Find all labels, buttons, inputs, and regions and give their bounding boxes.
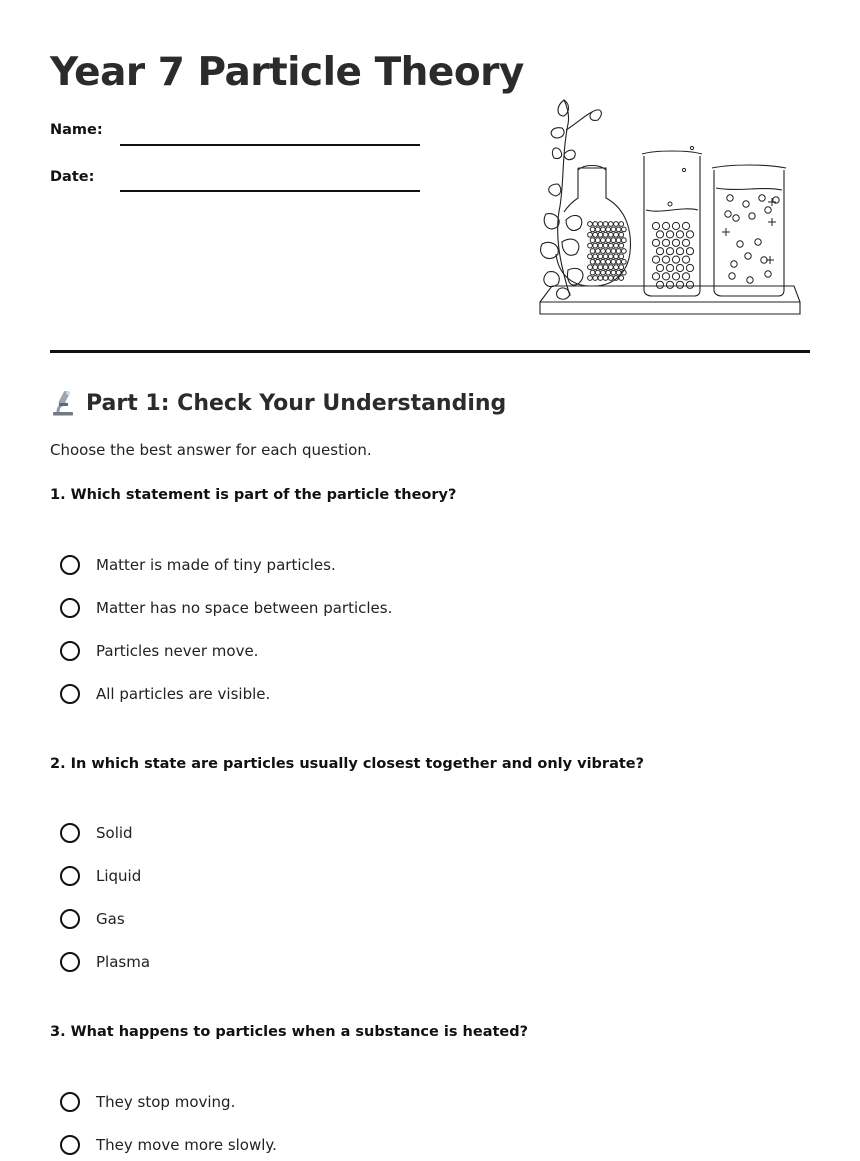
option-label: Matter is made of tiny particles.: [96, 556, 336, 574]
question-1-option-c[interactable]: [60, 638, 258, 664]
question-3: 3. What happens to particles when a substance is heated?: [50, 1024, 529, 1040]
radio-button[interactable]: [60, 555, 80, 575]
question-2-option-d[interactable]: [60, 949, 150, 975]
name-label: Name:: [50, 122, 103, 138]
radio-button[interactable]: [60, 1092, 80, 1112]
microscope-icon: [50, 389, 76, 417]
date-label: Date:: [50, 169, 95, 185]
option-label: Solid: [96, 824, 133, 842]
question-2-option-a[interactable]: [60, 820, 133, 846]
question-2: 2. In which state are particles usually closest together and only vibrate?: [50, 756, 645, 772]
question-1-option-b[interactable]: [60, 595, 392, 621]
option-label: All particles are visible.: [96, 685, 271, 703]
header-divider: [50, 350, 810, 353]
lab-glassware-illustration: [532, 94, 808, 318]
radio-button[interactable]: [60, 598, 80, 618]
date-field[interactable]: [120, 190, 420, 192]
radio-button[interactable]: [60, 866, 80, 886]
radio-button[interactable]: [60, 641, 80, 661]
name-field[interactable]: [120, 144, 420, 146]
option-label: Plasma: [96, 953, 151, 971]
section-title: Part 1: Check Your Understanding: [86, 390, 507, 416]
option-label: Particles never move.: [96, 642, 259, 660]
question-1: 1. Which statement is part of the particle theory?: [50, 487, 457, 503]
option-label: Liquid: [96, 867, 142, 885]
question-3-option-a[interactable]: [60, 1089, 235, 1115]
question-1-option-d[interactable]: [60, 681, 270, 707]
page-title: Year 7 Particle Theory: [50, 50, 524, 95]
radio-button[interactable]: [60, 952, 80, 972]
radio-button[interactable]: [60, 823, 80, 843]
question-3-option-b[interactable]: [60, 1132, 277, 1158]
radio-button[interactable]: [60, 1135, 80, 1155]
instructions-text: Choose the best answer for each question.: [50, 441, 372, 459]
radio-button[interactable]: [60, 684, 80, 704]
option-label: They move more slowly.: [96, 1136, 277, 1154]
radio-button[interactable]: [60, 909, 80, 929]
question-2-option-b[interactable]: [60, 863, 141, 889]
option-label: They stop moving.: [96, 1093, 236, 1111]
option-label: Gas: [96, 910, 125, 928]
section-heading: [50, 389, 506, 417]
option-label: Matter has no space between particles.: [96, 599, 393, 617]
question-2-option-c[interactable]: [60, 906, 125, 932]
question-1-option-a[interactable]: [60, 552, 336, 578]
